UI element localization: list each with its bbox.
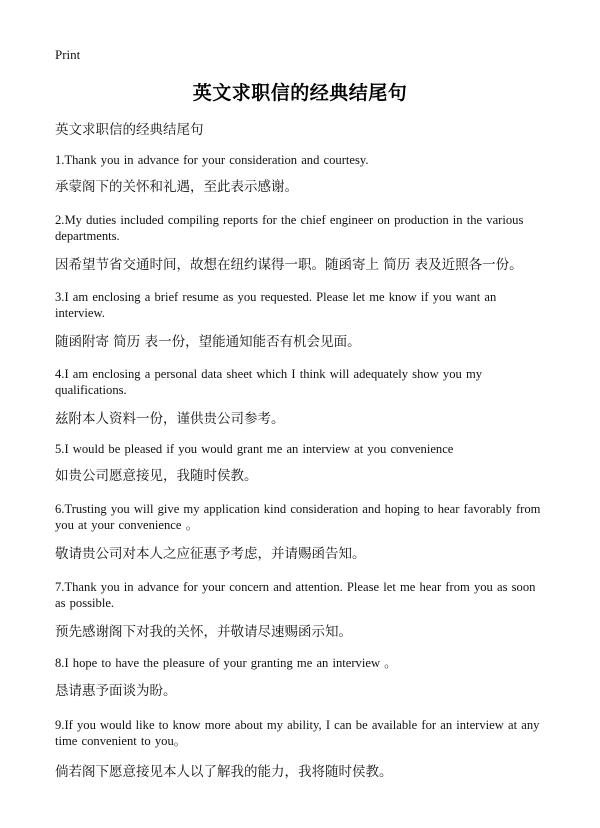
chinese-translation: 敬请贵公司对本人之应征惠予考虑，并请赐函告知。 bbox=[55, 546, 366, 562]
list-item bbox=[55, 501, 545, 562]
chinese-translation: 预先感谢阁下对我的关怀，并敬请尽速赐函示知。 bbox=[55, 624, 352, 640]
page-subtitle: 英文求职信的经典结尾句 bbox=[55, 122, 204, 138]
english-sentence: 8.I hope to have the pleasure of your granting me an interview 。 bbox=[55, 656, 397, 670]
chinese-translation: 随函附寄 简历 表一份，望能通知能否有机会见面。 bbox=[55, 334, 361, 350]
list-item bbox=[55, 579, 545, 640]
english-sentence: 5.I would be pleased if you would grant me an interview at you convenience bbox=[55, 442, 454, 456]
english-sentence: 2.My duties included compiling reports for the chief engineer on production in the various departments. bbox=[55, 213, 524, 243]
english-sentence: 7.Thank you in advance for your concern and attention. Please let me hear from you as soon as possible. bbox=[55, 580, 536, 610]
page-title: 英文求职信的经典结尾句 bbox=[192, 82, 408, 104]
chinese-translation: 承蒙阁下的关怀和礼遇，至此表示感谢。 bbox=[55, 179, 298, 195]
english-sentence: 4.I am enclosing a personal data sheet which I think will adequately show you my qualifications. bbox=[55, 367, 483, 397]
chinese-translation: 如贵公司愿意接见，我随时侯教。 bbox=[55, 468, 258, 484]
list-item bbox=[55, 717, 545, 780]
list-item bbox=[55, 441, 545, 484]
chinese-translation: 因希望节省交通时间，故想在纽约谋得一职。随函寄上 简历 表及近照各一份。 bbox=[55, 257, 523, 273]
list-item bbox=[55, 655, 545, 699]
list-item bbox=[55, 289, 545, 350]
english-sentence: 3.I am enclosing a brief resume as you requested. Please let me know if you want an interview. bbox=[55, 290, 497, 320]
english-sentence: 1.Thank you in advance for your consideration and courtesy. bbox=[55, 153, 369, 167]
english-sentence: 6.Trusting you will give my application kind consideration and hoping to hear favorably from you at your convenience 。 bbox=[55, 502, 541, 532]
chinese-translation: 兹附本人资料一份，谨供贵公司参考。 bbox=[55, 411, 285, 427]
chinese-translation: 恳请惠予面谈为盼。 bbox=[55, 683, 177, 699]
print-link[interactable]: Print bbox=[55, 47, 81, 62]
list-item bbox=[55, 152, 545, 195]
list-item bbox=[55, 212, 545, 273]
english-sentence: 9.If you would like to know more about my ability, I can be available for an interview at any time convenient to you。 bbox=[55, 718, 540, 748]
list-item bbox=[55, 366, 545, 427]
chinese-translation: 倘若阁下愿意接见本人以了解我的能力，我将随时侯教。 bbox=[55, 764, 393, 780]
